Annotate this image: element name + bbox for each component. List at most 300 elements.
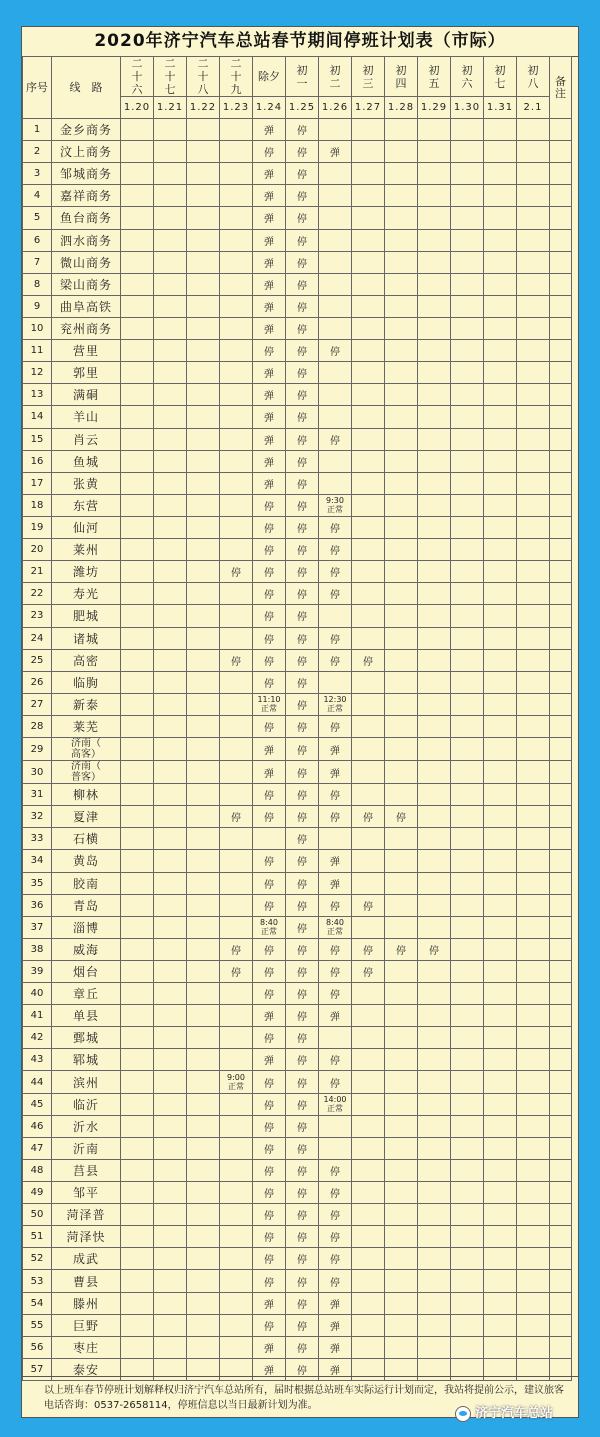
- schedule-cell: [484, 494, 517, 516]
- schedule-cell: 停: [319, 627, 352, 649]
- table-row: [23, 627, 572, 649]
- note-cell: [550, 119, 572, 141]
- schedule-cell: [220, 583, 253, 605]
- schedule-cell: [451, 583, 484, 605]
- schedule-cell: [517, 1270, 550, 1292]
- schedule-cell: [418, 185, 451, 207]
- schedule-cell: [517, 916, 550, 938]
- schedule-cell: [154, 1336, 187, 1358]
- schedule-cell: 停: [286, 472, 319, 494]
- schedule-cell: 停: [253, 960, 286, 982]
- schedule-cell: [517, 583, 550, 605]
- route-name: 鄄城: [52, 1027, 121, 1049]
- schedule-cell: [187, 1248, 220, 1270]
- schedule-cell: [121, 428, 154, 450]
- schedule-cell: [385, 141, 418, 163]
- schedule-cell: [385, 362, 418, 384]
- note-cell: [550, 539, 572, 561]
- note-cell: [550, 960, 572, 982]
- watermark: [455, 1402, 553, 1422]
- schedule-cell: [484, 141, 517, 163]
- schedule-cell: 停: [319, 1049, 352, 1071]
- schedule-cell: 停: [286, 516, 319, 538]
- schedule-cell: 停: [253, 1093, 286, 1115]
- schedule-cell: 停: [253, 715, 286, 737]
- schedule-cell: 停: [418, 938, 451, 960]
- schedule-cell: [451, 1314, 484, 1336]
- wechat-icon: [455, 1406, 471, 1422]
- table-row: [23, 1292, 572, 1314]
- schedule-cell: [352, 406, 385, 428]
- schedule-cell: 停: [385, 806, 418, 828]
- schedule-cell: [451, 983, 484, 1005]
- schedule-cell: [385, 516, 418, 538]
- schedule-cell: [154, 671, 187, 693]
- schedule-cell: [418, 1093, 451, 1115]
- schedule-cell: [418, 671, 451, 693]
- watermark-text: 济宁汽车总站: [475, 1406, 554, 1421]
- schedule-cell: [418, 784, 451, 806]
- schedule-cell: 停: [286, 1292, 319, 1314]
- schedule-cell: 弹: [319, 738, 352, 761]
- schedule-cell: [451, 916, 484, 938]
- route-name: 威海: [52, 938, 121, 960]
- schedule-cell: 弹: [253, 472, 286, 494]
- schedule-cell: [187, 207, 220, 229]
- schedule-cell: [121, 1314, 154, 1336]
- table-row: [23, 1005, 572, 1027]
- schedule-cell: [484, 539, 517, 561]
- schedule-cell: 弹: [253, 1358, 286, 1380]
- schedule-cell: [154, 317, 187, 339]
- schedule-cell: [187, 983, 220, 1005]
- schedule-cell: 停: [286, 207, 319, 229]
- schedule-cell: [385, 1226, 418, 1248]
- schedule-cell: [154, 1115, 187, 1137]
- schedule-cell: [352, 784, 385, 806]
- schedule-cell: 停: [286, 627, 319, 649]
- schedule-cell: [187, 1137, 220, 1159]
- schedule-cell: [187, 539, 220, 561]
- schedule-cell: [484, 516, 517, 538]
- schedule-cell: 停: [286, 428, 319, 450]
- schedule-cell: 停: [253, 627, 286, 649]
- route-name: 临朐: [52, 671, 121, 693]
- schedule-cell: [517, 1093, 550, 1115]
- schedule-cell: [154, 1027, 187, 1049]
- header-route: 线 路: [52, 57, 121, 119]
- schedule-cell: [385, 872, 418, 894]
- schedule-cell: 弹: [253, 406, 286, 428]
- schedule-cell: [121, 671, 154, 693]
- route-name: 石横: [52, 828, 121, 850]
- schedule-cell: 停: [253, 539, 286, 561]
- schedule-cell: [385, 583, 418, 605]
- schedule-cell: [187, 1314, 220, 1336]
- schedule-cell: [451, 450, 484, 472]
- table-row: [23, 761, 572, 784]
- table-row: [23, 561, 572, 583]
- schedule-cell: [352, 738, 385, 761]
- route-name: 嘉祥商务: [52, 185, 121, 207]
- schedule-cell: [484, 1248, 517, 1270]
- schedule-cell: [352, 472, 385, 494]
- row-number: 21: [23, 561, 52, 583]
- schedule-cell: [220, 983, 253, 1005]
- schedule-cell: [121, 583, 154, 605]
- schedule-cell: [418, 627, 451, 649]
- schedule-cell: [154, 472, 187, 494]
- schedule-cell: 12:30 正常: [319, 693, 352, 715]
- schedule-cell: [484, 806, 517, 828]
- table-row: [23, 960, 572, 982]
- schedule-cell: [154, 295, 187, 317]
- row-number: 15: [23, 428, 52, 450]
- schedule-cell: [319, 1027, 352, 1049]
- schedule-cell: 弹: [253, 362, 286, 384]
- schedule-cell: [121, 894, 154, 916]
- schedule-cell: [418, 960, 451, 982]
- schedule-cell: [220, 784, 253, 806]
- schedule-cell: [220, 1137, 253, 1159]
- row-number: 42: [23, 1027, 52, 1049]
- route-name: 诸城: [52, 627, 121, 649]
- row-number: 54: [23, 1292, 52, 1314]
- schedule-cell: 停: [253, 806, 286, 828]
- schedule-cell: 9:00 正常: [220, 1071, 253, 1093]
- schedule-cell: 弹: [253, 163, 286, 185]
- schedule-cell: 停: [286, 715, 319, 737]
- schedule-cell: [385, 384, 418, 406]
- schedule-cell: [418, 428, 451, 450]
- note-cell: [550, 1204, 572, 1226]
- header-lunar-day: 二 十 六: [121, 57, 154, 97]
- schedule-cell: [484, 207, 517, 229]
- schedule-cell: [154, 1159, 187, 1181]
- note-cell: [550, 1005, 572, 1027]
- row-number: 18: [23, 494, 52, 516]
- schedule-cell: [517, 784, 550, 806]
- note-cell: [550, 1071, 572, 1093]
- row-number: 39: [23, 960, 52, 982]
- schedule-cell: [451, 761, 484, 784]
- schedule-cell: [451, 806, 484, 828]
- schedule-cell: [385, 649, 418, 671]
- schedule-cell: [121, 872, 154, 894]
- schedule-cell: [154, 828, 187, 850]
- schedule-cell: [385, 1204, 418, 1226]
- schedule-cell: 弹: [253, 317, 286, 339]
- schedule-cell: 停: [253, 1071, 286, 1093]
- schedule-cell: [451, 938, 484, 960]
- schedule-cell: 停: [385, 938, 418, 960]
- schedule-cell: [220, 738, 253, 761]
- schedule-cell: 弹: [319, 1336, 352, 1358]
- schedule-cell: [187, 494, 220, 516]
- schedule-cell: [451, 141, 484, 163]
- note-cell: [550, 384, 572, 406]
- table-row: [23, 828, 572, 850]
- schedule-cell: [352, 1336, 385, 1358]
- schedule-cell: [517, 715, 550, 737]
- note-cell: [550, 1292, 572, 1314]
- schedule-cell: [418, 119, 451, 141]
- schedule-cell: [451, 1270, 484, 1292]
- row-number: 24: [23, 627, 52, 649]
- schedule-cell: [121, 317, 154, 339]
- note-cell: [550, 1027, 572, 1049]
- schedule-cell: 停: [286, 1204, 319, 1226]
- schedule-cell: [220, 119, 253, 141]
- schedule-cell: [418, 693, 451, 715]
- schedule-cell: [121, 938, 154, 960]
- schedule-cell: [451, 715, 484, 737]
- row-number: 38: [23, 938, 52, 960]
- schedule-cell: [352, 1027, 385, 1049]
- schedule-cell: 停: [286, 119, 319, 141]
- row-number: 6: [23, 229, 52, 251]
- header-date: 1.22: [187, 97, 220, 119]
- note-cell: [550, 1182, 572, 1204]
- schedule-cell: [121, 1071, 154, 1093]
- schedule-cell: [121, 1270, 154, 1292]
- schedule-cell: [121, 1182, 154, 1204]
- schedule-cell: [220, 229, 253, 251]
- row-number: 27: [23, 693, 52, 715]
- schedule-cell: [418, 1027, 451, 1049]
- table-row: [23, 1182, 572, 1204]
- header-date: 1.20: [121, 97, 154, 119]
- schedule-cell: [220, 1182, 253, 1204]
- schedule-cell: [187, 693, 220, 715]
- schedule-cell: [418, 1005, 451, 1027]
- schedule-cell: [451, 163, 484, 185]
- note-cell: [550, 738, 572, 761]
- schedule-cell: [484, 1204, 517, 1226]
- schedule-cell: [418, 317, 451, 339]
- schedule-cell: 停: [286, 406, 319, 428]
- schedule-cell: [121, 1027, 154, 1049]
- schedule-cell: [517, 1292, 550, 1314]
- header-lunar-day: 初 六: [451, 57, 484, 97]
- schedule-cell: 停: [352, 894, 385, 916]
- route-name: 梁山商务: [52, 273, 121, 295]
- table-row: [23, 1093, 572, 1115]
- schedule-table: [22, 56, 572, 1381]
- schedule-cell: [385, 406, 418, 428]
- schedule-cell: [385, 317, 418, 339]
- schedule-cell: [418, 850, 451, 872]
- schedule-cell: [352, 583, 385, 605]
- schedule-cell: [253, 828, 286, 850]
- schedule-cell: [352, 1182, 385, 1204]
- schedule-cell: [352, 229, 385, 251]
- schedule-cell: [484, 1314, 517, 1336]
- schedule-cell: 停: [319, 1248, 352, 1270]
- schedule-cell: [451, 539, 484, 561]
- table-row: [23, 516, 572, 538]
- route-name: 兖州商务: [52, 317, 121, 339]
- table-row: [23, 938, 572, 960]
- schedule-cell: [451, 1093, 484, 1115]
- row-number: 44: [23, 1071, 52, 1093]
- schedule-cell: [187, 141, 220, 163]
- table-row: [23, 273, 572, 295]
- schedule-cell: [319, 185, 352, 207]
- schedule-cell: [517, 850, 550, 872]
- schedule-cell: [385, 561, 418, 583]
- schedule-cell: [154, 1071, 187, 1093]
- header-lunar-day: 初 五: [418, 57, 451, 97]
- schedule-cell: [484, 251, 517, 273]
- route-name: 泰安: [52, 1358, 121, 1380]
- schedule-cell: 停: [286, 1137, 319, 1159]
- route-name: 肖云: [52, 428, 121, 450]
- route-name: 烟台: [52, 960, 121, 982]
- schedule-cell: [517, 806, 550, 828]
- schedule-cell: 停: [286, 539, 319, 561]
- schedule-cell: [517, 185, 550, 207]
- schedule-cell: [121, 738, 154, 761]
- schedule-cell: [154, 251, 187, 273]
- table-row: [23, 916, 572, 938]
- schedule-cell: 14:00 正常: [319, 1093, 352, 1115]
- header-date: 1.26: [319, 97, 352, 119]
- schedule-cell: [187, 1005, 220, 1027]
- header-lunar-day: 初 三: [352, 57, 385, 97]
- schedule-cell: 停: [319, 1270, 352, 1292]
- table-row: [23, 715, 572, 737]
- table-row: [23, 1071, 572, 1093]
- schedule-cell: [517, 1182, 550, 1204]
- schedule-cell: [484, 916, 517, 938]
- schedule-cell: 11:10 正常: [253, 693, 286, 715]
- schedule-cell: [418, 1182, 451, 1204]
- schedule-cell: [121, 1248, 154, 1270]
- schedule-cell: [352, 295, 385, 317]
- schedule-cell: [154, 850, 187, 872]
- schedule-cell: [220, 472, 253, 494]
- schedule-cell: [187, 583, 220, 605]
- note-cell: [550, 1159, 572, 1181]
- schedule-cell: [220, 1093, 253, 1115]
- schedule-cell: [154, 872, 187, 894]
- schedule-cell: [484, 872, 517, 894]
- schedule-cell: [451, 295, 484, 317]
- schedule-cell: [385, 185, 418, 207]
- schedule-cell: [154, 761, 187, 784]
- note-cell: [550, 1226, 572, 1248]
- schedule-cell: 停: [319, 938, 352, 960]
- schedule-cell: [517, 229, 550, 251]
- route-name: 高密: [52, 649, 121, 671]
- schedule-cell: [418, 384, 451, 406]
- schedule-cell: [484, 1292, 517, 1314]
- schedule-cell: [121, 828, 154, 850]
- schedule-cell: 弹: [253, 1049, 286, 1071]
- schedule-cell: [352, 561, 385, 583]
- schedule-cell: [154, 1314, 187, 1336]
- schedule-cell: [451, 317, 484, 339]
- schedule-cell: [418, 273, 451, 295]
- schedule-cell: [484, 960, 517, 982]
- schedule-cell: [220, 185, 253, 207]
- schedule-cell: [517, 516, 550, 538]
- schedule-cell: [154, 627, 187, 649]
- table-row: [23, 207, 572, 229]
- row-number: 43: [23, 1049, 52, 1071]
- schedule-cell: [187, 894, 220, 916]
- schedule-cell: [385, 916, 418, 938]
- table-row: [23, 472, 572, 494]
- schedule-cell: [385, 1314, 418, 1336]
- schedule-cell: [187, 251, 220, 273]
- schedule-cell: [154, 561, 187, 583]
- schedule-cell: 停: [253, 850, 286, 872]
- route-name: 菏泽快: [52, 1226, 121, 1248]
- row-number: 19: [23, 516, 52, 538]
- schedule-cell: [517, 872, 550, 894]
- schedule-cell: [418, 406, 451, 428]
- schedule-cell: [187, 1093, 220, 1115]
- schedule-cell: 停: [286, 894, 319, 916]
- row-number: 14: [23, 406, 52, 428]
- schedule-cell: [418, 1226, 451, 1248]
- schedule-cell: [154, 806, 187, 828]
- schedule-cell: [154, 428, 187, 450]
- row-number: 5: [23, 207, 52, 229]
- schedule-cell: [451, 649, 484, 671]
- schedule-cell: 停: [286, 761, 319, 784]
- schedule-cell: [121, 1049, 154, 1071]
- schedule-cell: [154, 1204, 187, 1226]
- header-seq: 序号: [23, 57, 52, 119]
- schedule-cell: [121, 1093, 154, 1115]
- schedule-cell: [220, 605, 253, 627]
- schedule-cell: [154, 207, 187, 229]
- schedule-cell: 停: [319, 340, 352, 362]
- schedule-cell: [220, 916, 253, 938]
- schedule-cell: [154, 119, 187, 141]
- schedule-cell: [484, 1182, 517, 1204]
- schedule-cell: 停: [319, 1071, 352, 1093]
- route-name: 金乡商务: [52, 119, 121, 141]
- schedule-cell: 弹: [253, 428, 286, 450]
- row-number: 50: [23, 1204, 52, 1226]
- table-row: [23, 295, 572, 317]
- row-number: 35: [23, 872, 52, 894]
- row-number: 51: [23, 1226, 52, 1248]
- schedule-cell: [220, 494, 253, 516]
- header-date: 1.23: [220, 97, 253, 119]
- table-row: [23, 185, 572, 207]
- table-row: [23, 693, 572, 715]
- schedule-cell: [484, 185, 517, 207]
- schedule-cell: [451, 561, 484, 583]
- row-number: 40: [23, 983, 52, 1005]
- table-row: [23, 784, 572, 806]
- schedule-cell: 停: [286, 1071, 319, 1093]
- header-lunar-day: 除夕: [253, 57, 286, 97]
- schedule-cell: [187, 119, 220, 141]
- schedule-cell: [352, 1292, 385, 1314]
- schedule-cell: [352, 516, 385, 538]
- header-lunar-day: 初 二: [319, 57, 352, 97]
- table-row: [23, 450, 572, 472]
- schedule-cell: [484, 671, 517, 693]
- schedule-cell: [352, 384, 385, 406]
- header-lunar-day: 初 七: [484, 57, 517, 97]
